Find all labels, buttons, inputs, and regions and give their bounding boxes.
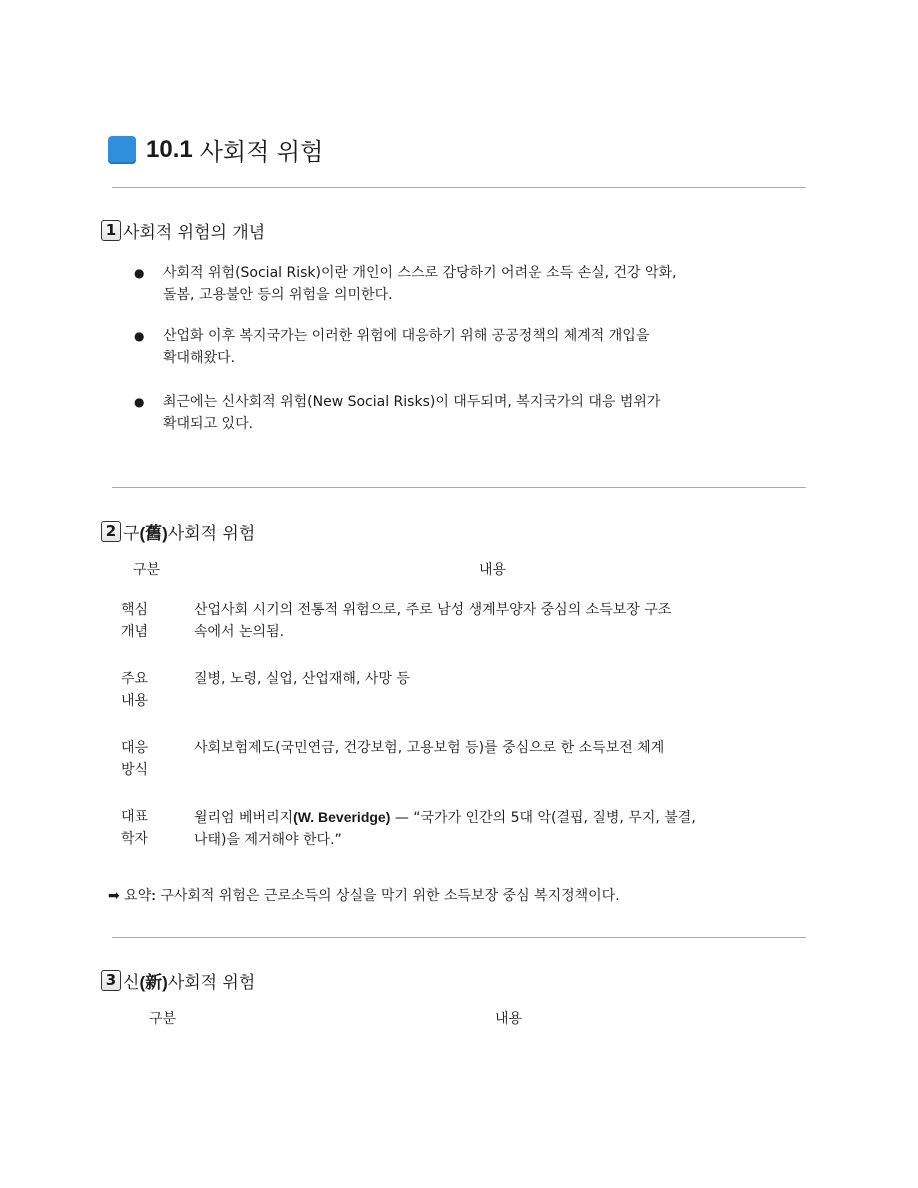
section-1-heading [101,218,265,243]
row-value: 질병, 노령, 실업, 산업재해, 사망 등 [194,671,410,687]
row-value: 사회보험제도(국민연금, 건강보험, 고용보험 등)를 중심으로 한 소득보전 체계 [194,740,665,756]
scholar-name-latin: (W. Beveridge) [293,809,391,825]
bullet-icon: ● [134,266,145,280]
row-value: 산업사회 시기의 전통적 위험으로, 주로 남성 생계부양자 중심의 소득보장 구조 [194,602,672,618]
section-3-heading-hanja: (新) [139,973,168,992]
divider [112,937,806,938]
bullet-line: 돌봄, 고용불안 등의 위험을 의미한다. [163,287,393,303]
keycap-3-icon: 3 [101,970,121,991]
page-title [108,132,323,167]
column-header-content: 내용 [495,1011,523,1027]
section-3-heading-pre: 신 [123,973,140,993]
section-2-heading-post: 사회적 위험 [167,524,256,544]
column-header-category: 구분 [149,1011,177,1027]
keycap-1-icon: 1 [101,220,121,241]
row-value [194,806,806,829]
row-value: 속에서 논의됨. [194,624,285,640]
row-key: 방식 [121,762,149,778]
scholar-name: 윌리엄 베버리지 [194,810,294,826]
bullet-line: 사회적 위험(Social Risk)이란 개인이 스스로 감당하기 어려운 소득 손실, 건강 악화, [163,265,677,281]
bullet-icon: ● [134,329,145,343]
section-2-heading [101,519,255,544]
section-3-heading [101,968,255,993]
scholar-quote: — “국가가 인간의 5대 악(결핍, 질병, 무지, 불결, [390,810,696,826]
bullet-icon: ● [134,395,145,409]
row-key: 주요 [121,671,149,687]
section-3-heading-post: 사회적 위험 [167,973,256,993]
row-key: 내용 [121,693,149,709]
bullet-line: 확대되고 있다. [163,416,254,432]
section-1-heading-text: 사회적 위험의 개념 [123,223,266,243]
title-text: 사회적 위험 [199,138,324,166]
row-key: 대표 [121,809,149,825]
arrow-right-icon: ➡ [108,888,120,904]
summary-label: 요약 [119,888,152,904]
column-header-content: 내용 [479,562,507,578]
section-2-heading-pre: 구 [123,524,140,544]
summary-colon: : [151,887,156,903]
row-key: 학자 [121,831,149,847]
row-value: 나태)을 제거해야 한다.” [194,832,342,848]
row-key: 핵심 [121,602,149,618]
row-key: 개념 [121,624,149,640]
divider [112,487,806,488]
keycap-2-icon: 2 [101,521,121,542]
bullet-line: 최근에는 신사회적 위험(New Social Risks)이 대두되며, 복지국가의 대응 범위가 [163,394,661,410]
section-2-summary [108,884,620,907]
summary-text: 구사회적 위험은 근로소득의 상실을 막기 위한 소득보장 중심 복지정책이다. [155,888,620,904]
bullet-line: 산업화 이후 복지국가는 이러한 위험에 대응하기 위해 공공정책의 체계적 개입을 [163,328,650,344]
bullet-line: 확대해왔다. [163,350,236,366]
column-header-category: 구분 [133,562,161,578]
blue-square-icon [108,136,136,164]
section-2-heading-hanja: (舊) [139,524,168,543]
title-number: 10.1 [146,135,193,163]
row-key: 대응 [121,740,149,756]
divider [112,187,806,188]
